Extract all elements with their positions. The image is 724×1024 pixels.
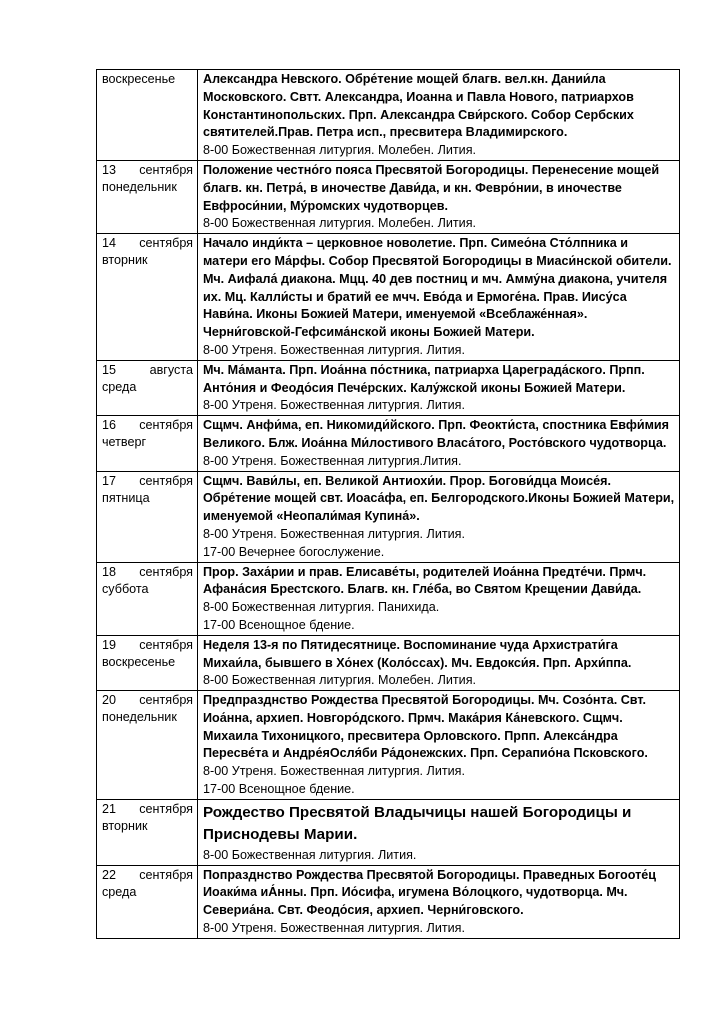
- schedule-row: [97, 691, 680, 800]
- feast-cell: [198, 635, 680, 690]
- weekday-label: воскресенье: [102, 72, 176, 86]
- date-label: 15 августа: [102, 362, 193, 377]
- weekday-label: вторник: [102, 819, 148, 834]
- schedule-row: [97, 160, 680, 233]
- date-label: 21 сентября: [102, 801, 193, 816]
- date-label: 14 сентября: [102, 236, 193, 251]
- service-time: 8-00 Божественная литургия. Молебен. Лития.: [203, 673, 477, 688]
- schedule-row: [97, 635, 680, 690]
- weekday-label: понедельник: [102, 710, 177, 725]
- service-time: 8-00 Утреня. Божественная литургия. Лития.: [203, 764, 465, 779]
- date-cell: [97, 160, 198, 233]
- feast-description: Попразднство Рождества Пресвятой Богородицы. Праведных Богооте́ц Иоаки́ма иА́нны. Прп. Ио́сифа, игумена Во́лоцкого, чудотворца. Мч. Севериа́на. Свт. Феодо́сия, архиеп. Черни́говского.: [203, 867, 657, 918]
- feast-cell: [198, 234, 680, 361]
- date-label: 16 сентября: [102, 418, 193, 433]
- date-label: 17 сентября: [102, 473, 193, 488]
- weekday-label: среда: [102, 884, 137, 899]
- feast-cell: [198, 416, 680, 471]
- feast-description: Начало инди́кта – церковное новолетие. Прп. Симео́на Сто́лпника и матери его Ма́рфы. Собор Пресвятой Богородицы в Миаси́нской обители. Мч. Аифала́ диакона. Мцц. 40 дев постниц и мч. Амму́на диакона, учителя их. Мц. Калли́сты и братий ее мчч. Ево́да и Ермоге́на. Прав. Иису́са Нави́на. Иконы Божией Матери, именуемой «Всеблаже́нная». Черни́говской-Гефсима́нской иконы Божией Матери.: [203, 236, 672, 340]
- feast-cell: [198, 471, 680, 562]
- service-time: 8-00 Утреня. Божественная литургия.Лития.: [203, 453, 462, 468]
- schedule-row: [97, 799, 680, 865]
- feast-description: Александра Невского. Обре́тение мощей благв. вел.кн. Дании́ла Московского. Свтт. Александра, Иоанна и Павла Нового, патриархов Константинопольских. Прп. Александра Сви́рского. Собор Сербских святителей.Прав. Петра исп., пресвитера Владимирского.: [203, 72, 634, 140]
- schedule-row: [97, 70, 680, 161]
- schedule-row: [97, 865, 680, 938]
- weekday-label: вторник: [102, 253, 148, 268]
- service-time: 17-00 Вечернее богослужение.: [203, 544, 385, 559]
- feast-description: Предпразднство Рождества Пресвятой Богородицы. Мч. Созо́нта. Свт. Иоа́нна, архиеп. Новгоро́дского. Прмч. Мака́рия Ка́невского. Сщмч. Михаила Тихоницкого, пресвитера Орловского. Прпп. Алекса́ндра Пересве́та и Андре́яОсля́би Ра́донежских. Прп. Серапио́на Псковского.: [203, 693, 648, 761]
- service-time: 17-00 Всенощное бдение.: [203, 782, 355, 797]
- service-time: 8-00 Божественная литургия. Молебен. Лития.: [203, 216, 477, 231]
- date-cell: [97, 234, 198, 361]
- service-time: 8-00 Утреня. Божественная литургия. Лития.: [203, 526, 465, 541]
- feast-cell: [198, 160, 680, 233]
- date-cell: [97, 360, 198, 415]
- feast-description: Прор. Заха́рии и прав. Елисаве́ты, родителей Иоа́нна Предте́чи. Прмч. Афана́сия Брестского. Благв. кн. Гле́ба, во Святом Крещении Дави́да.: [203, 564, 647, 597]
- weekday-label: суббота: [102, 581, 149, 596]
- service-time: 17-00 Всенощное бдение.: [203, 617, 355, 632]
- date-cell: [97, 471, 198, 562]
- service-time: 8-00 Божественная литургия. Молебен. Лития.: [203, 143, 477, 158]
- feast-cell: [198, 360, 680, 415]
- date-cell: [97, 70, 198, 161]
- feast-cell: [198, 691, 680, 800]
- date-label: 18 сентября: [102, 564, 193, 579]
- date-cell: [97, 635, 198, 690]
- weekday-label: четверг: [102, 435, 147, 450]
- date-cell: [97, 799, 198, 865]
- service-time: 8-00 Божественная литургия. Лития.: [203, 847, 417, 862]
- feast-cell: [198, 799, 680, 865]
- service-schedule-table: [96, 69, 680, 939]
- date-label: 22 сентября: [102, 867, 193, 882]
- date-label: 13 сентября: [102, 162, 193, 177]
- feast-description: Неделя 13-я по Пятидесятнице. Воспоминание чуда Архистрати́га Михаи́ла, бывшего в Хо́нех (Коло́ссах). Мч. Евдокси́я. Прп. Архи́ппа.: [203, 637, 632, 670]
- service-time: 8-00 Утреня. Божественная литургия. Лития.: [203, 398, 465, 413]
- weekday-label: пятница: [102, 490, 150, 505]
- date-cell: [97, 691, 198, 800]
- date-cell: [97, 562, 198, 635]
- date-cell: [97, 865, 198, 938]
- date-label: 19 сентября: [102, 637, 193, 652]
- feast-description: Сщмч. Вави́лы, еп. Великой Антиохи́и. Прор. Богови́дца Моисе́я. Обре́тение мощей свт. Иоаса́фа, еп. Белгородского.Иконы Божией Матери, именуемой «Неопали́мая Купина́».: [203, 473, 675, 524]
- schedule-row: [97, 562, 680, 635]
- weekday-label: воскресенье: [102, 654, 176, 669]
- date-label: 20 сентября: [102, 693, 193, 708]
- service-time: 8-00 Утреня. Божественная литургия. Лития.: [203, 342, 465, 357]
- schedule-page: [96, 69, 680, 939]
- schedule-row: [97, 360, 680, 415]
- schedule-table-body: [97, 70, 680, 939]
- schedule-row: [97, 416, 680, 471]
- service-time: 8-00 Божественная литургия. Панихида.: [203, 600, 440, 615]
- feast-cell: [198, 562, 680, 635]
- feast-description: Положение честно́го пояса Пресвятой Богородицы. Перенесение мощей благв. кн. Петра́, в иночестве Дави́да, и кн. Февро́нии, в иночестве Евфроси́нии, Му́ромских чудотворцев.: [203, 162, 660, 213]
- feast-cell: [198, 70, 680, 161]
- feast-description: Сщмч. Анфи́ма, еп. Никомиди́йского. Прп. Феокти́ста, спостника Евфи́мия Великого. Блж. Иоа́нна Ми́лостивого Власа́того, Росто́вского чудотворца.: [203, 418, 669, 450]
- weekday-label: понедельник: [102, 180, 177, 195]
- feast-cell: [198, 865, 680, 938]
- date-cell: [97, 416, 198, 471]
- feast-description: Мч. Ма́манта. Прп. Иоа́нна по́стника, патриарха Цареграда́ского. Прпп. Анто́ния и Феодо́сия Пече́рских. Калу́жской иконы Божией Матери.: [203, 362, 645, 395]
- schedule-row: [97, 471, 680, 562]
- service-time: 8-00 Утреня. Божественная литургия. Лития.: [203, 921, 465, 936]
- schedule-row: [97, 234, 680, 361]
- weekday-label: среда: [102, 379, 137, 394]
- feast-description: Рождество Пресвятой Владычицы нашей Богородицы и Приснодевы Марии.: [203, 803, 632, 844]
